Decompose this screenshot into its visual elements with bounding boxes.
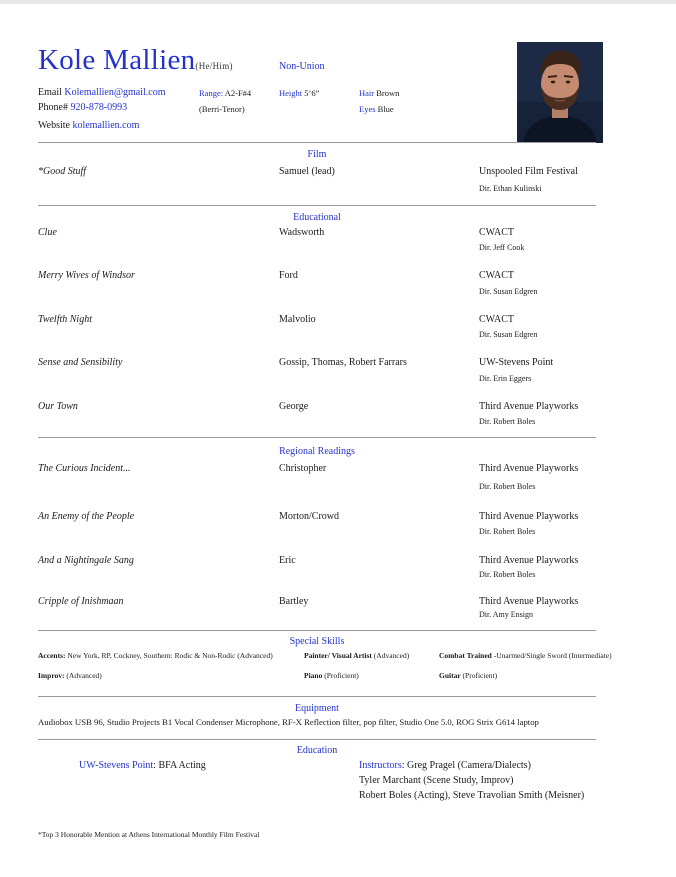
hair-color: Hair Brown (359, 88, 400, 98)
skill-accents: Accents: New York, RP, Cockney, Southern: Rodic & Non-Rodic (Advanced) (38, 651, 273, 660)
website-line: Website kolemallien.com (38, 120, 140, 131)
skill-piano: Piano (Proficient) (304, 671, 359, 680)
credit-venue: UW-Stevens Point (479, 357, 554, 368)
section-heading-education: Education (296, 745, 338, 756)
credit-venue: Third Avenue Playworks (479, 596, 579, 607)
credit-title: *Good Stuff (38, 166, 87, 177)
credit-venue: Third Avenue Playworks (479, 511, 579, 522)
pronouns: (He/Him) (195, 61, 233, 71)
credit-director: Dir. Erin Eggers (479, 374, 532, 383)
credit-venue: CWACT (479, 227, 514, 238)
phone-line: Phone# 920-878-0993 (38, 102, 128, 113)
section-heading-equipment: Equipment (295, 703, 339, 714)
credit-venue: Third Avenue Playworks (479, 463, 579, 474)
credit-title: And a Nightingale Sang (38, 555, 134, 566)
credit-title: Our Town (38, 401, 78, 412)
top-border (0, 0, 676, 4)
credit-role: Christopher (279, 463, 327, 474)
footnote: *Top 3 Honorable Mention at Athens International Monthly Film Festival (38, 830, 260, 839)
credit-role: Ford (279, 270, 298, 281)
credit-title: An Enemy of the People (38, 511, 135, 522)
credit-title: Twelfth Night (38, 314, 92, 325)
vocal-range: Range: A2-F#4 (199, 88, 252, 98)
divider (38, 437, 596, 438)
eye-color: Eyes Blue (359, 104, 394, 114)
skill-painter: Painter/ Visual Artist (Advanced) (304, 651, 410, 660)
school-name: UW-Stevens Point (79, 760, 154, 771)
credit-role: Samuel (lead) (279, 166, 335, 177)
divider (38, 696, 596, 697)
credit-director: Dir. Robert Boles (479, 482, 536, 491)
skill-combat: Combat Trained -Unarmed/Single Sword (Intermediate) (439, 651, 612, 660)
credit-title: Clue (38, 227, 57, 238)
education-degree: UW-Stevens Point: BFA Acting (79, 760, 206, 771)
section-heading-film: Film (307, 149, 327, 160)
credit-director: Dir. Amy Ensign (479, 610, 534, 619)
credit-director: Dir. Robert Boles (479, 527, 536, 536)
credit-director: Dir. Jeff Cook (479, 243, 525, 252)
credit-role: Morton/Crowd (279, 511, 339, 522)
instructors-line-2: Tyler Marchant (Scene Study, Improv) (359, 775, 514, 786)
credit-director: Dir. Robert Boles (479, 570, 536, 579)
divider (38, 739, 596, 740)
email-line: Email Kolemallien@gmail.com (38, 87, 166, 98)
divider (38, 142, 596, 143)
website-link[interactable]: kolemallien.com (72, 120, 140, 131)
headshot-illustration (517, 42, 603, 143)
divider (38, 205, 596, 206)
section-heading-regional: Regional Readings (279, 446, 355, 457)
credit-title: The Curious Incident... (38, 463, 131, 474)
credit-title: Merry Wives of Windsor (38, 270, 135, 281)
equipment-list: Audiobox USB 96, Studio Projects B1 Vocal Condenser Microphone, RF-X Reflection filter, pop filter, Studio One 5.0, ROG Strix G614 laptop (38, 717, 539, 727)
credit-role: Wadsworth (279, 227, 325, 238)
height: Height 5’6” (279, 88, 320, 98)
voice-type: (Berri-Tenor) (199, 104, 245, 114)
section-heading-educational: Educational (293, 212, 341, 223)
credit-venue: CWACT (479, 314, 514, 325)
credit-director: Dir. Ethan Kulinski (479, 184, 542, 193)
credit-venue: Third Avenue Playworks (479, 555, 579, 566)
credit-director: Dir. Susan Edgren (479, 287, 538, 296)
credit-director: Dir. Robert Boles (479, 417, 536, 426)
credit-title: Cripple of Inishmaan (38, 596, 124, 607)
credit-venue: Unspooled Film Festival (479, 166, 578, 177)
credit-title: Sense and Sensibility (38, 357, 123, 368)
credit-role: Bartley (279, 596, 309, 607)
credit-role: Malvolio (279, 314, 316, 325)
credit-venue: CWACT (479, 270, 514, 281)
credit-role: George (279, 401, 309, 412)
skill-guitar: Guitar (Proficient) (439, 671, 498, 680)
credit-role: Gossip, Thomas, Robert Farrars (279, 357, 407, 368)
skill-improv: Improv: (Advanced) (38, 671, 102, 680)
credit-venue: Third Avenue Playworks (479, 401, 579, 412)
divider (38, 630, 596, 631)
section-heading-skills: Special Skills (289, 636, 345, 647)
instructors-line-3: Robert Boles (Acting), Steve Travolian Smith (Meisner) (359, 790, 585, 801)
union-status: Non-Union (279, 61, 325, 72)
phone-link[interactable]: 920-878-0993 (70, 102, 128, 113)
email-link[interactable]: Kolemallien@gmail.com (64, 87, 166, 98)
instructors-line-1: Instructors: Greg Pragel (Camera/Dialects) (359, 760, 531, 771)
credit-role: Eric (279, 555, 296, 566)
actor-name: Kole Mallien(He/Him) (38, 44, 233, 76)
credit-director: Dir. Susan Edgren (479, 330, 538, 339)
headshot-photo (517, 42, 603, 143)
